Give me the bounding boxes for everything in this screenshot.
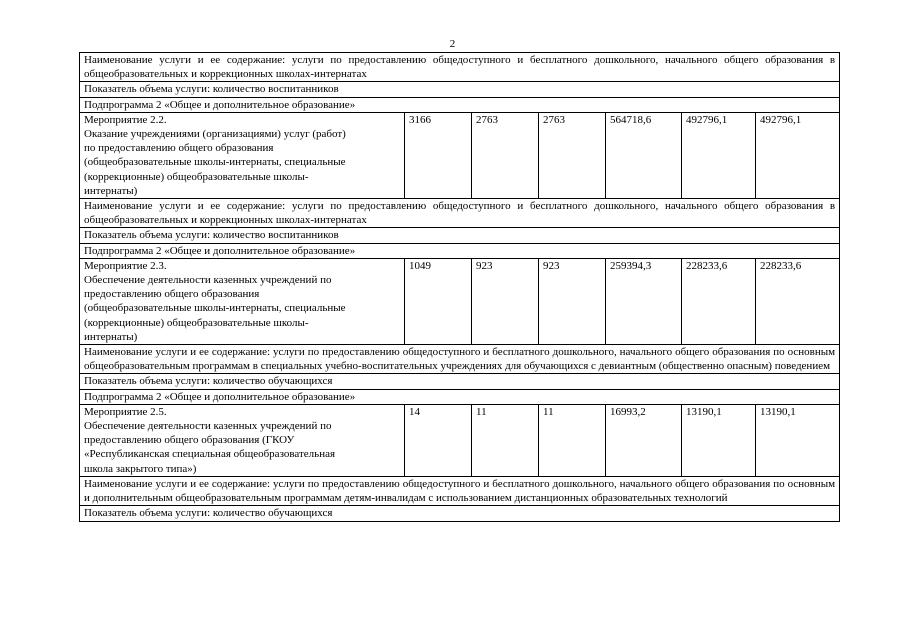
- value-cell: 11: [472, 404, 539, 476]
- measure-line: Обеспечение деятельности казенных учреждений по: [84, 274, 332, 287]
- measure-line: Мероприятие 2.3.: [84, 259, 167, 272]
- value-cell: 228233,6: [682, 258, 756, 344]
- table-row: [80, 374, 840, 389]
- service-description: Наименование услуги и ее содержание: услуги по предоставлению общедоступного и бесплатного дошкольного, начального общего образования по основным и дополнительным общеобразовательным программам детям-инвалидам с использованием дистанционных образовательных технологий: [80, 476, 840, 505]
- table-row: [80, 345, 840, 374]
- service-description: Наименование услуги и ее содержание: услуги по предоставлению общедоступного и бесплатного дошкольного, начального общего образования в общеобразовательных и коррекционных школах-интернатах: [80, 53, 840, 82]
- measure-line: Мероприятие 2.5.: [84, 405, 167, 418]
- value-cell: 564718,6: [606, 112, 682, 198]
- table-row: [80, 389, 840, 404]
- measure-line: Мероприятие 2.2.: [84, 113, 167, 126]
- page-number: 2: [449, 38, 456, 50]
- measure-line: (общеобразовательные школы-интернаты, специальные: [84, 302, 346, 315]
- measure-line: «Республиканская специальная общеобразовательная: [84, 448, 336, 461]
- table-row: [80, 199, 840, 228]
- budget-table: [79, 52, 840, 522]
- value-cell: 2763: [472, 112, 539, 198]
- value-cell: 923: [472, 258, 539, 344]
- table-row: [80, 112, 840, 198]
- value-cell: 228233,6: [756, 258, 840, 344]
- value-cell: 14: [405, 404, 472, 476]
- subprogram-title: Подпрограмма 2 «Общее и дополнительное образование»: [80, 389, 840, 404]
- service-description: Наименование услуги и ее содержание: услуги по предоставлению общедоступного и бесплатного дошкольного, начального общего образования в общеобразовательных и коррекционных школах-интернатах: [80, 199, 840, 228]
- volume-indicator: Показатель объема услуги: количество воспитанников: [80, 82, 840, 97]
- value-cell: 3166: [405, 112, 472, 198]
- measure-line: предоставлению общего образования (ГКОУ: [84, 434, 295, 447]
- measure-line: (коррекционные) общеобразовательные школы-: [84, 316, 309, 329]
- measure-description: [80, 404, 405, 476]
- service-description: Наименование услуги и ее содержание: услуги по предоставлению общедоступного и бесплатного дошкольного, начального общего образования по основным общеобразовательным программам в специальных учебно-воспитательных учреждениях для обучающихся с девиантным (общественно опасным) поведением: [80, 345, 840, 374]
- measure-line: интернаты): [84, 184, 138, 197]
- measure-line: по предоставлению общего образования: [84, 142, 274, 155]
- subprogram-title: Подпрограмма 2 «Общее и дополнительное образование»: [80, 243, 840, 258]
- value-cell: 259394,3: [606, 258, 682, 344]
- measure-line: Обеспечение деятельности казенных учреждений по: [84, 420, 332, 433]
- subprogram-title: Подпрограмма 2 «Общее и дополнительное образование»: [80, 97, 840, 112]
- measure-line: (коррекционные) общеобразовательные школы-: [84, 170, 309, 183]
- measure-line: школа закрытого типа»): [84, 462, 197, 475]
- table-row: [80, 228, 840, 243]
- value-cell: 923: [539, 258, 606, 344]
- value-cell: 492796,1: [756, 112, 840, 198]
- table-row: [80, 476, 840, 505]
- value-cell: 1049: [405, 258, 472, 344]
- table-row: [80, 82, 840, 97]
- measure-line: предоставлению общего образования: [84, 288, 260, 301]
- value-cell: 492796,1: [682, 112, 756, 198]
- measure-description: [80, 258, 405, 344]
- value-cell: 13190,1: [682, 404, 756, 476]
- measure-line: (общеобразовательные школы-интернаты, специальные: [84, 156, 346, 169]
- value-cell: 16993,2: [606, 404, 682, 476]
- table-row: [80, 404, 840, 476]
- table-row: [80, 53, 840, 82]
- measure-line: интернаты): [84, 330, 138, 343]
- measure-line: Оказание учреждениями (организациями) услуг (работ): [84, 128, 346, 141]
- value-cell: 11: [539, 404, 606, 476]
- measure-description: [80, 112, 405, 198]
- table-row: [80, 243, 840, 258]
- volume-indicator: Показатель объема услуги: количество обучающихся: [80, 506, 840, 521]
- value-cell: 13190,1: [756, 404, 840, 476]
- table-row: [80, 506, 840, 521]
- value-cell: 2763: [539, 112, 606, 198]
- volume-indicator: Показатель объема услуги: количество воспитанников: [80, 228, 840, 243]
- table-row: [80, 97, 840, 112]
- table-row: [80, 258, 840, 344]
- volume-indicator: Показатель объема услуги: количество обучающихся: [80, 374, 840, 389]
